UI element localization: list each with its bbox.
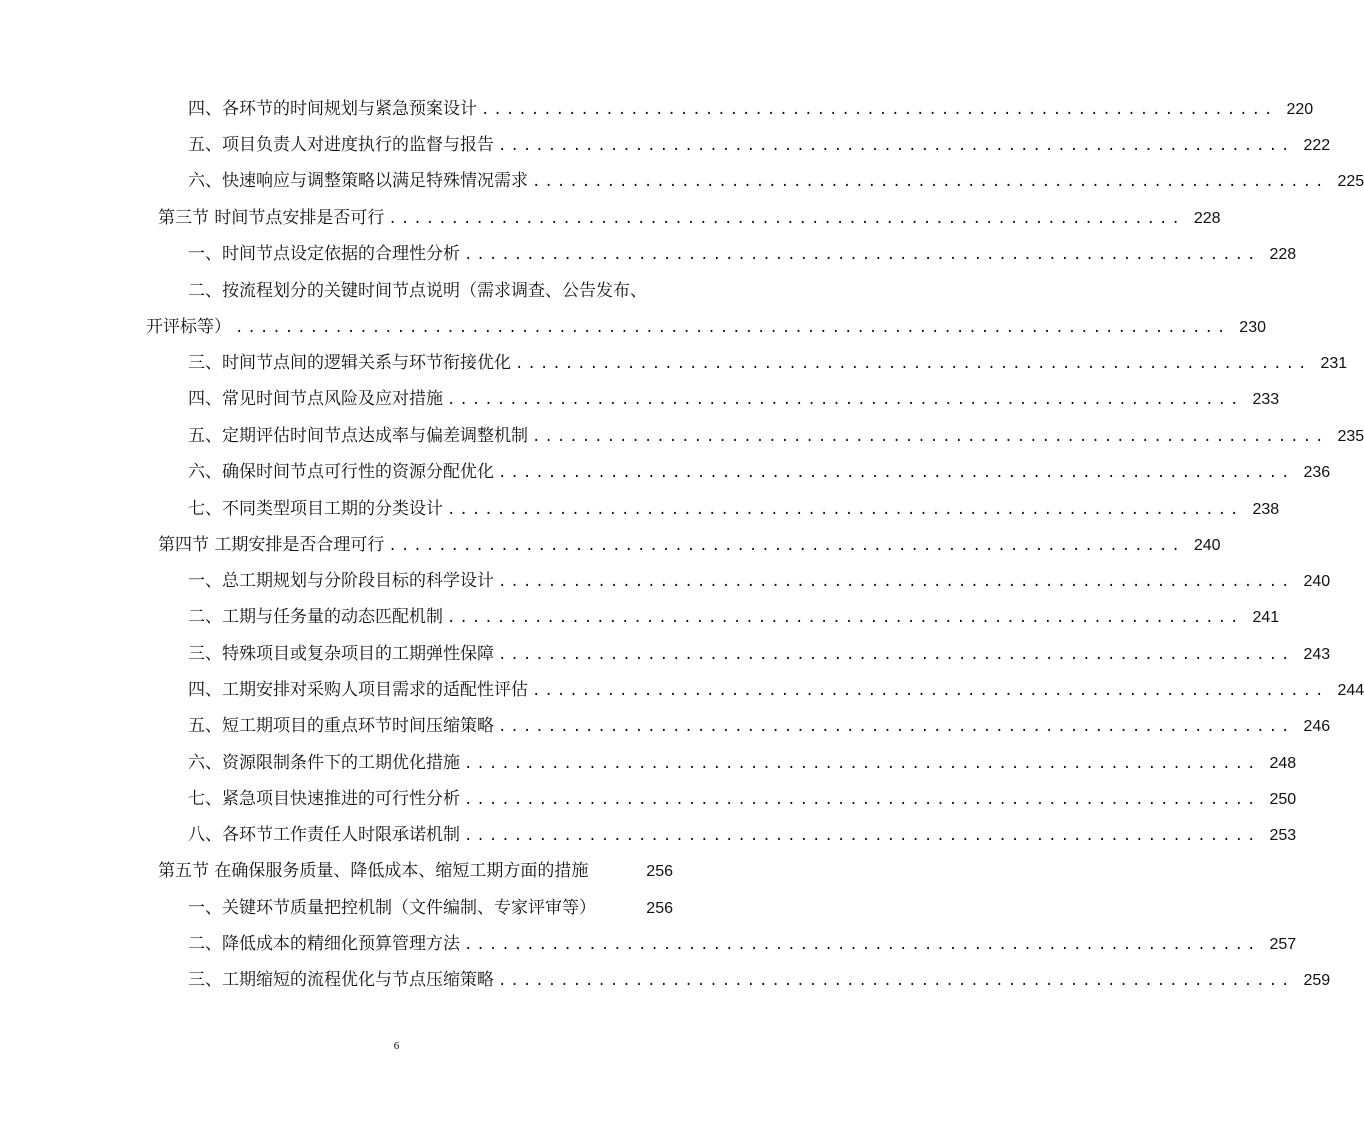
toc-entry-page: 259 bbox=[1303, 972, 1331, 989]
toc-leader-dots: ................................................................ bbox=[532, 683, 1328, 699]
toc-entry-page: 257 bbox=[1269, 936, 1297, 953]
toc-entry[interactable] bbox=[188, 386, 1280, 412]
toc-entry[interactable] bbox=[188, 822, 1297, 848]
toc-entry-title: 开评标等） bbox=[146, 317, 231, 337]
toc-leader-dots: ................................................................ bbox=[464, 937, 1260, 953]
toc-entry-title: 五、定期评估时间节点达成率与偏差调整机制 bbox=[188, 426, 528, 446]
toc-entry-page: 240 bbox=[1303, 573, 1331, 590]
toc-entry-page: 230 bbox=[1239, 319, 1266, 336]
toc-entry-title: 一、总工期规划与分阶段目标的科学设计 bbox=[188, 571, 494, 591]
toc-entry-title: 第五节 在确保服务质量、降低成本、缩短工期方面的措施 bbox=[158, 861, 589, 881]
toc-entry[interactable] bbox=[188, 96, 1314, 122]
toc-entry-page: 241 bbox=[1252, 609, 1280, 626]
toc-entry-wrapped-line[interactable] bbox=[188, 278, 673, 304]
toc-entry-page: 235 bbox=[1337, 428, 1364, 445]
toc-entry-title: 四、工期安排对采购人项目需求的适配性评估 bbox=[188, 680, 528, 700]
toc-entry[interactable] bbox=[188, 459, 1331, 485]
toc-entry-title: 第三节 时间节点安排是否可行 bbox=[158, 208, 385, 228]
toc-section-entry[interactable] bbox=[158, 205, 1221, 231]
toc-entry[interactable] bbox=[188, 168, 1364, 194]
toc-leader-dots: ................................................................ bbox=[447, 392, 1243, 408]
toc-entry-continuation[interactable] bbox=[146, 314, 1266, 340]
toc-entry-page: 228 bbox=[1269, 246, 1297, 263]
toc-entry[interactable] bbox=[188, 786, 1297, 812]
toc-leader-dots: ................................................................ bbox=[388, 211, 1184, 227]
toc-entry-title: 六、资源限制条件下的工期优化措施 bbox=[188, 753, 460, 773]
toc-entry-page: 233 bbox=[1252, 391, 1280, 408]
toc-entry-page: 240 bbox=[1193, 537, 1221, 554]
toc-leader-dots: ................................................................ bbox=[464, 247, 1260, 263]
toc-leader-dots: ................................................................ bbox=[498, 574, 1294, 590]
toc-entry-title: 八、各环节工作责任人时限承诺机制 bbox=[188, 825, 460, 845]
toc-entry[interactable] bbox=[188, 604, 1280, 630]
toc-leader-dots: ................................................................ bbox=[532, 174, 1328, 190]
toc-entry-title: 二、降低成本的精细化预算管理方法 bbox=[188, 934, 460, 954]
toc-entry-title: 五、项目负责人对进度执行的监督与报告 bbox=[188, 135, 494, 155]
toc-entry[interactable] bbox=[188, 641, 1331, 667]
toc-entry[interactable] bbox=[188, 423, 1364, 449]
toc-entry[interactable] bbox=[188, 677, 1364, 703]
toc-leader-dots: ................................................................ bbox=[464, 756, 1260, 772]
toc-entry-title: 五、短工期项目的重点环节时间压缩策略 bbox=[188, 716, 494, 736]
toc-entry-title: 七、紧急项目快速推进的可行性分析 bbox=[188, 789, 460, 809]
toc-leader-dots: ................................................................ bbox=[498, 647, 1294, 663]
toc-entry[interactable] bbox=[188, 931, 1297, 957]
toc-leader-dots: ................................................................ bbox=[388, 538, 1184, 554]
toc-entry-title: 二、工期与任务量的动态匹配机制 bbox=[188, 607, 443, 627]
toc-leader-dots: ................................................................................ bbox=[235, 320, 1230, 336]
toc-leader-dots: ................................................................ bbox=[515, 356, 1311, 372]
toc-entry[interactable] bbox=[188, 496, 1280, 522]
toc-leader-dots: ................................................................ bbox=[447, 610, 1243, 626]
toc-leader-dots: ................................................................ bbox=[481, 102, 1277, 118]
toc-entry-title: 三、时间节点间的逻辑关系与环节衔接优化 bbox=[188, 353, 511, 373]
toc-entry-page: 236 bbox=[1303, 464, 1331, 481]
toc-entry[interactable] bbox=[188, 750, 1297, 776]
toc-entry-page: 250 bbox=[1269, 791, 1297, 808]
toc-leader-dots: ................................................................ bbox=[464, 828, 1260, 844]
toc-entry-title: 七、不同类型项目工期的分类设计 bbox=[188, 499, 443, 519]
toc-entry[interactable] bbox=[188, 895, 673, 921]
toc-entry[interactable] bbox=[188, 568, 1331, 594]
toc-entry-title: 四、常见时间节点风险及应对措施 bbox=[188, 389, 443, 409]
toc-entry[interactable] bbox=[188, 967, 1331, 993]
toc-section-entry[interactable] bbox=[158, 858, 673, 884]
toc-entry-page: 220 bbox=[1286, 101, 1314, 118]
toc-entry-page: 253 bbox=[1269, 827, 1297, 844]
toc-leader-dots: ................................................................ bbox=[498, 465, 1294, 481]
toc-leader-dots: ................................................................ bbox=[498, 138, 1294, 154]
toc-leader-dots: ................................................................ bbox=[447, 502, 1243, 518]
toc-entry-page: 228 bbox=[1193, 210, 1221, 227]
toc-entry-page: 225 bbox=[1337, 173, 1364, 190]
toc-section-entry[interactable] bbox=[158, 532, 1221, 558]
toc-entry-title: 三、工期缩短的流程优化与节点压缩策略 bbox=[188, 970, 494, 990]
toc-entry-page: 222 bbox=[1303, 137, 1331, 154]
toc-entry[interactable] bbox=[188, 350, 1348, 376]
toc-entry-title: 一、关键环节质量把控机制（文件编制、专家评审等） bbox=[188, 898, 596, 918]
toc-entry-page: 243 bbox=[1303, 646, 1331, 663]
toc-leader-dots: ................................................................ bbox=[532, 429, 1328, 445]
toc-leader-dots: ................................................................ bbox=[498, 973, 1294, 989]
toc-entry-title: 二、按流程划分的关键时间节点说明（需求调查、公告发布、 bbox=[188, 281, 647, 301]
page-number: 6 bbox=[393, 1040, 400, 1052]
toc-entry-page: 248 bbox=[1269, 755, 1297, 772]
toc-leader-dots: ................................................................ bbox=[464, 792, 1260, 808]
toc-entry-page: 246 bbox=[1303, 718, 1331, 735]
toc-entry-page: 256 bbox=[646, 863, 673, 880]
toc-entry-page: 238 bbox=[1252, 501, 1280, 518]
toc-entry-page: 244 bbox=[1337, 682, 1364, 699]
toc-entry-title: 六、快速响应与调整策略以满足特殊情况需求 bbox=[188, 171, 528, 191]
toc-entry[interactable] bbox=[188, 713, 1331, 739]
toc-entry-title: 第四节 工期安排是否合理可行 bbox=[158, 535, 385, 555]
toc-entry-page: 256 bbox=[646, 900, 673, 917]
toc-entry-title: 六、确保时间节点可行性的资源分配优化 bbox=[188, 462, 494, 482]
toc-entry-title: 一、时间节点设定依据的合理性分析 bbox=[188, 244, 460, 264]
toc-entry-title: 三、特殊项目或复杂项目的工期弹性保障 bbox=[188, 644, 494, 664]
toc-entry-page: 231 bbox=[1320, 355, 1348, 372]
toc-entry-title: 四、各环节的时间规划与紧急预案设计 bbox=[188, 99, 477, 119]
toc-leader-dots: ................................................................ bbox=[498, 719, 1294, 735]
toc-entry[interactable] bbox=[188, 132, 1331, 158]
toc-entry[interactable] bbox=[188, 241, 1297, 267]
